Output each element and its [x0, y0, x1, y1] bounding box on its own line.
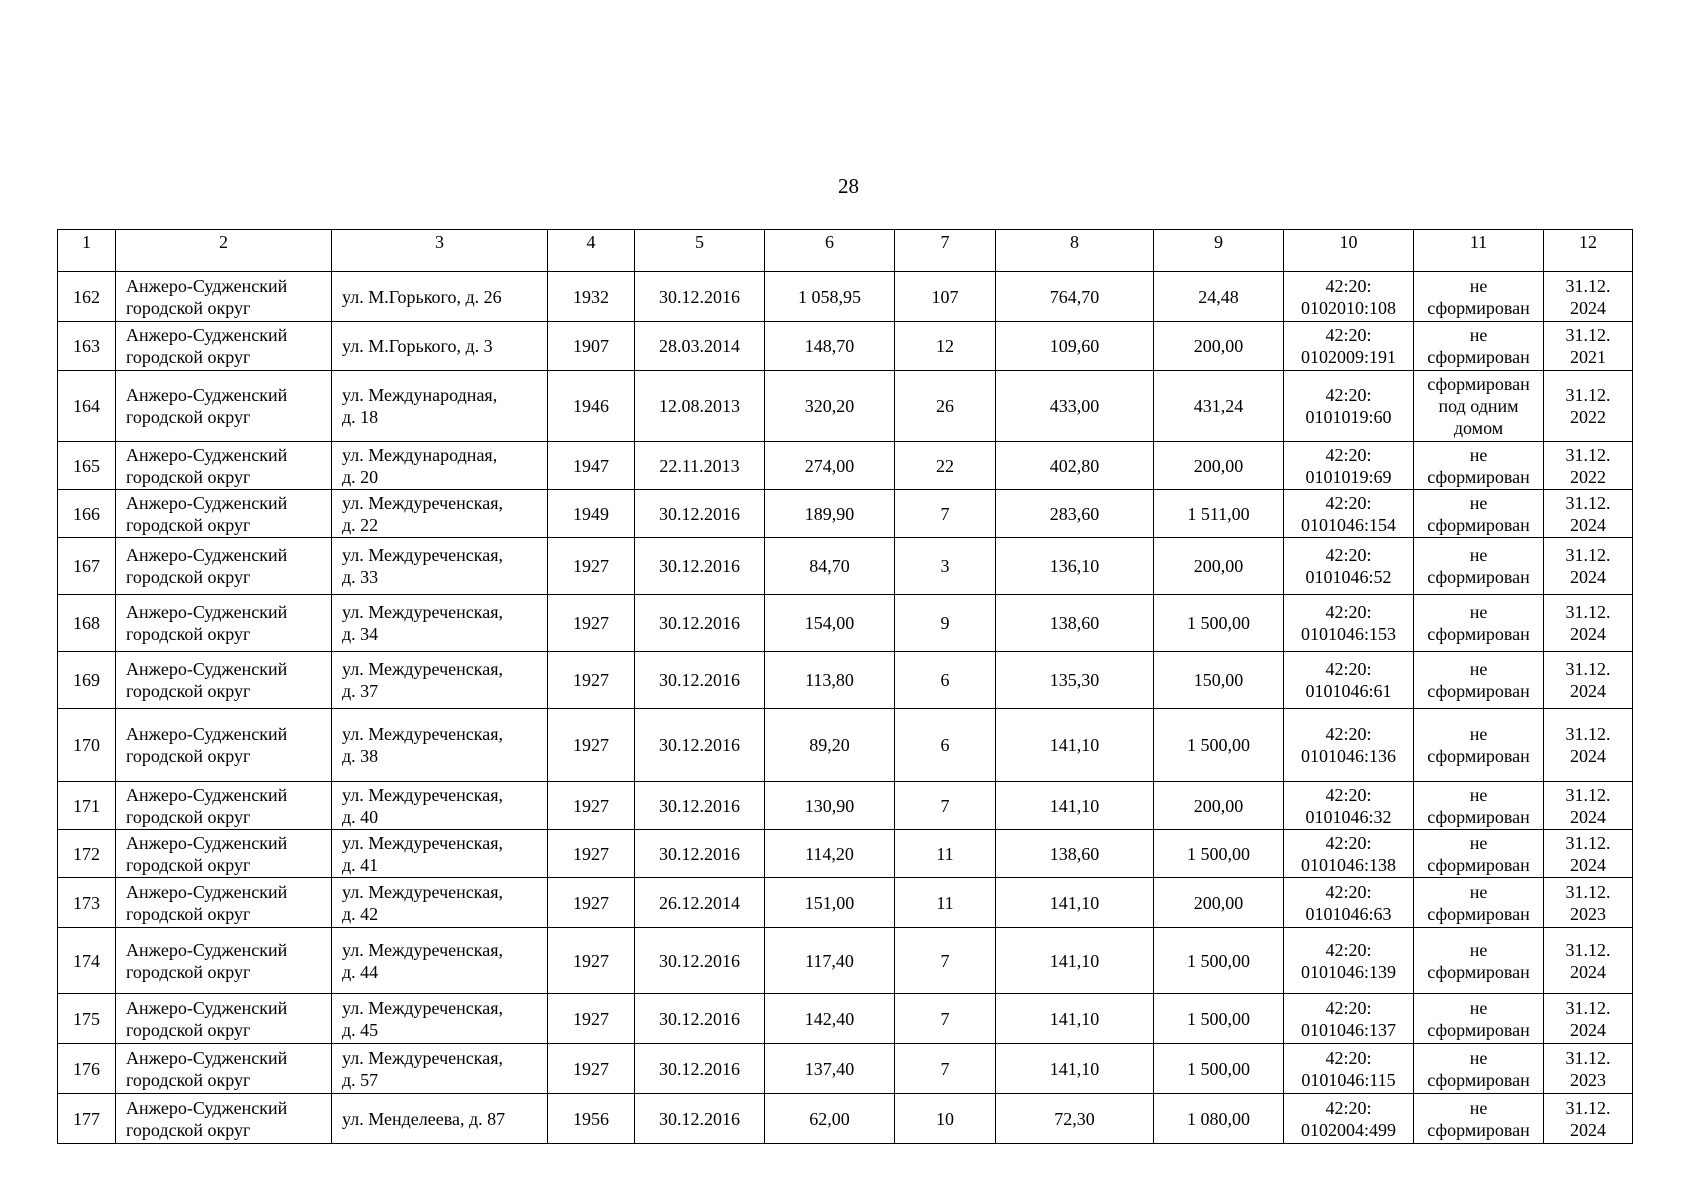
- column-8-cell: 283,60: [996, 490, 1154, 538]
- district-cell: Анжеро-Судженский городской округ: [116, 878, 332, 928]
- area-cell: 62,00: [765, 1094, 895, 1144]
- cadastral-number-cell: 42:20: 0102004:499: [1284, 1094, 1414, 1144]
- column-8-cell: 141,10: [996, 1044, 1154, 1094]
- area-cell: 148,70: [765, 322, 895, 371]
- row-number: 164: [58, 371, 116, 442]
- row-number: 165: [58, 442, 116, 490]
- address-cell: ул. Междуреченская, д. 38: [332, 709, 548, 782]
- status-cell: не сформирован: [1414, 442, 1544, 490]
- status-cell: не сформирован: [1414, 322, 1544, 371]
- district-cell: Анжеро-Судженский городской округ: [116, 442, 332, 490]
- deadline-cell: 31.12. 2024: [1544, 782, 1633, 830]
- column-9-cell: 24,48: [1154, 272, 1284, 322]
- residents-cell: 11: [895, 830, 996, 878]
- column-header: 6: [765, 230, 895, 272]
- column-9-cell: 1 500,00: [1154, 595, 1284, 652]
- deadline-cell: 31.12. 2024: [1544, 830, 1633, 878]
- column-9-cell: 200,00: [1154, 322, 1284, 371]
- status-cell: не сформирован: [1414, 272, 1544, 322]
- year-cell: 1927: [548, 782, 635, 830]
- deadline-cell: 31.12. 2024: [1544, 272, 1633, 322]
- table-row: [58, 490, 1633, 538]
- district-cell: Анжеро-Судженский городской округ: [116, 709, 332, 782]
- year-cell: 1946: [548, 371, 635, 442]
- column-8-cell: 433,00: [996, 371, 1154, 442]
- row-number: 169: [58, 652, 116, 709]
- area-cell: 151,00: [765, 878, 895, 928]
- column-header: 2: [116, 230, 332, 272]
- date-cell: 30.12.2016: [635, 490, 765, 538]
- housing-registry-table: [57, 229, 1633, 1144]
- table-header: [58, 230, 1633, 272]
- deadline-cell: 31.12. 2023: [1544, 1044, 1633, 1094]
- residents-cell: 6: [895, 652, 996, 709]
- column-9-cell: 1 500,00: [1154, 928, 1284, 994]
- address-cell: ул. Междуреченская, д. 42: [332, 878, 548, 928]
- date-cell: 30.12.2016: [635, 538, 765, 595]
- column-header: 4: [548, 230, 635, 272]
- column-header: 1: [58, 230, 116, 272]
- status-cell: не сформирован: [1414, 652, 1544, 709]
- residents-cell: 22: [895, 442, 996, 490]
- deadline-cell: 31.12. 2024: [1544, 1094, 1633, 1144]
- column-8-cell: 141,10: [996, 878, 1154, 928]
- cadastral-number-cell: 42:20: 0101046:154: [1284, 490, 1414, 538]
- deadline-cell: 31.12. 2023: [1544, 878, 1633, 928]
- table-row: [58, 322, 1633, 371]
- deadline-cell: 31.12. 2024: [1544, 652, 1633, 709]
- column-8-cell: 141,10: [996, 709, 1154, 782]
- cadastral-number-cell: 42:20: 0101046:153: [1284, 595, 1414, 652]
- status-cell: не сформирован: [1414, 595, 1544, 652]
- area-cell: 117,40: [765, 928, 895, 994]
- year-cell: 1927: [548, 1044, 635, 1094]
- date-cell: 30.12.2016: [635, 830, 765, 878]
- row-number: 174: [58, 928, 116, 994]
- cadastral-number-cell: 42:20: 0101046:139: [1284, 928, 1414, 994]
- district-cell: Анжеро-Судженский городской округ: [116, 830, 332, 878]
- row-number: 175: [58, 994, 116, 1044]
- row-number: 167: [58, 538, 116, 595]
- address-cell: ул. Междуреченская, д. 40: [332, 782, 548, 830]
- column-9-cell: 1 080,00: [1154, 1094, 1284, 1144]
- column-8-cell: 138,60: [996, 830, 1154, 878]
- table-row: [58, 371, 1633, 442]
- residents-cell: 107: [895, 272, 996, 322]
- table-row: [58, 272, 1633, 322]
- column-9-cell: 1 500,00: [1154, 1044, 1284, 1094]
- address-cell: ул. М.Горького, д. 26: [332, 272, 548, 322]
- column-9-cell: 200,00: [1154, 538, 1284, 595]
- table-row: [58, 538, 1633, 595]
- year-cell: 1927: [548, 994, 635, 1044]
- table-row: [58, 595, 1633, 652]
- year-cell: 1956: [548, 1094, 635, 1144]
- date-cell: 22.11.2013: [635, 442, 765, 490]
- district-cell: Анжеро-Судженский городской округ: [116, 371, 332, 442]
- table-row: [58, 652, 1633, 709]
- district-cell: Анжеро-Судженский городской округ: [116, 1094, 332, 1144]
- row-number: 166: [58, 490, 116, 538]
- table-row: [58, 994, 1633, 1044]
- year-cell: 1949: [548, 490, 635, 538]
- row-number: 176: [58, 1044, 116, 1094]
- column-header: 10: [1284, 230, 1414, 272]
- residents-cell: 3: [895, 538, 996, 595]
- address-cell: ул. Междуреченская, д. 44: [332, 928, 548, 994]
- status-cell: не сформирован: [1414, 1044, 1544, 1094]
- area-cell: 130,90: [765, 782, 895, 830]
- area-cell: 154,00: [765, 595, 895, 652]
- column-9-cell: 1 500,00: [1154, 709, 1284, 782]
- column-9-cell: 431,24: [1154, 371, 1284, 442]
- address-cell: ул. Менделеева, д. 87: [332, 1094, 548, 1144]
- area-cell: 274,00: [765, 442, 895, 490]
- row-number: 162: [58, 272, 116, 322]
- district-cell: Анжеро-Судженский городской округ: [116, 595, 332, 652]
- status-cell: не сформирован: [1414, 782, 1544, 830]
- row-number: 177: [58, 1094, 116, 1144]
- district-cell: Анжеро-Судженский городской округ: [116, 1044, 332, 1094]
- year-cell: 1927: [548, 878, 635, 928]
- district-cell: Анжеро-Судженский городской округ: [116, 652, 332, 709]
- column-9-cell: 1 500,00: [1154, 830, 1284, 878]
- cadastral-number-cell: 42:20: 0101046:61: [1284, 652, 1414, 709]
- column-9-cell: 200,00: [1154, 782, 1284, 830]
- deadline-cell: 31.12. 2022: [1544, 371, 1633, 442]
- area-cell: 320,20: [765, 371, 895, 442]
- column-9-cell: 1 511,00: [1154, 490, 1284, 538]
- column-header: 5: [635, 230, 765, 272]
- address-cell: ул. Международная, д. 18: [332, 371, 548, 442]
- cadastral-number-cell: 42:20: 0102009:191: [1284, 322, 1414, 371]
- district-cell: Анжеро-Судженский городской округ: [116, 490, 332, 538]
- district-cell: Анжеро-Судженский городской округ: [116, 322, 332, 371]
- area-cell: 114,20: [765, 830, 895, 878]
- header-row: [58, 230, 1633, 272]
- residents-cell: 7: [895, 994, 996, 1044]
- table-row: [58, 830, 1633, 878]
- cadastral-number-cell: 42:20: 0101046:115: [1284, 1044, 1414, 1094]
- date-cell: 30.12.2016: [635, 928, 765, 994]
- table-row: [58, 442, 1633, 490]
- year-cell: 1927: [548, 928, 635, 994]
- column-8-cell: 141,10: [996, 928, 1154, 994]
- residents-cell: 11: [895, 878, 996, 928]
- cadastral-number-cell: 42:20: 0101019:60: [1284, 371, 1414, 442]
- table-body: [58, 272, 1633, 1144]
- address-cell: ул. Междуреченская, д. 22: [332, 490, 548, 538]
- date-cell: 30.12.2016: [635, 1094, 765, 1144]
- address-cell: ул. Междуреченская, д. 33: [332, 538, 548, 595]
- address-cell: ул. Междуреченская, д. 57: [332, 1044, 548, 1094]
- year-cell: 1927: [548, 709, 635, 782]
- district-cell: Анжеро-Судженский городской округ: [116, 782, 332, 830]
- table-row: [58, 878, 1633, 928]
- date-cell: 12.08.2013: [635, 371, 765, 442]
- table-row: [58, 782, 1633, 830]
- date-cell: 30.12.2016: [635, 652, 765, 709]
- row-number: 163: [58, 322, 116, 371]
- row-number: 168: [58, 595, 116, 652]
- year-cell: 1947: [548, 442, 635, 490]
- deadline-cell: 31.12. 2022: [1544, 442, 1633, 490]
- column-header: 8: [996, 230, 1154, 272]
- table-row: [58, 1044, 1633, 1094]
- address-cell: ул. Междуреченская, д. 41: [332, 830, 548, 878]
- column-9-cell: 200,00: [1154, 442, 1284, 490]
- column-header: 3: [332, 230, 548, 272]
- address-cell: ул. Международная, д. 20: [332, 442, 548, 490]
- column-8-cell: 135,30: [996, 652, 1154, 709]
- district-cell: Анжеро-Судженский городской округ: [116, 538, 332, 595]
- column-9-cell: 150,00: [1154, 652, 1284, 709]
- status-cell: не сформирован: [1414, 830, 1544, 878]
- deadline-cell: 31.12. 2024: [1544, 538, 1633, 595]
- residents-cell: 7: [895, 490, 996, 538]
- cadastral-number-cell: 42:20: 0102010:108: [1284, 272, 1414, 322]
- residents-cell: 10: [895, 1094, 996, 1144]
- district-cell: Анжеро-Судженский городской округ: [116, 994, 332, 1044]
- area-cell: 84,70: [765, 538, 895, 595]
- residents-cell: 6: [895, 709, 996, 782]
- date-cell: 30.12.2016: [635, 709, 765, 782]
- status-cell: не сформирован: [1414, 709, 1544, 782]
- date-cell: 30.12.2016: [635, 1044, 765, 1094]
- status-cell: не сформирован: [1414, 490, 1544, 538]
- column-9-cell: 200,00: [1154, 878, 1284, 928]
- row-number: 171: [58, 782, 116, 830]
- residents-cell: 7: [895, 1044, 996, 1094]
- table-row: [58, 1094, 1633, 1144]
- address-cell: ул. Междуреченская, д. 34: [332, 595, 548, 652]
- table-row: [58, 928, 1633, 994]
- row-number: 173: [58, 878, 116, 928]
- area-cell: 113,80: [765, 652, 895, 709]
- cadastral-number-cell: 42:20: 0101046:136: [1284, 709, 1414, 782]
- district-cell: Анжеро-Судженский городской округ: [116, 272, 332, 322]
- table-row: [58, 709, 1633, 782]
- district-cell: Анжеро-Судженский городской округ: [116, 928, 332, 994]
- column-8-cell: 141,10: [996, 994, 1154, 1044]
- status-cell: не сформирован: [1414, 538, 1544, 595]
- column-8-cell: 402,80: [996, 442, 1154, 490]
- year-cell: 1927: [548, 652, 635, 709]
- row-number: 172: [58, 830, 116, 878]
- page-number: 28: [838, 174, 859, 198]
- date-cell: 30.12.2016: [635, 595, 765, 652]
- cadastral-number-cell: 42:20: 0101046:138: [1284, 830, 1414, 878]
- status-cell: не сформирован: [1414, 1094, 1544, 1144]
- cadastral-number-cell: 42:20: 0101019:69: [1284, 442, 1414, 490]
- address-cell: ул. М.Горького, д. 3: [332, 322, 548, 371]
- deadline-cell: 31.12. 2021: [1544, 322, 1633, 371]
- area-cell: 189,90: [765, 490, 895, 538]
- status-cell: не сформирован: [1414, 994, 1544, 1044]
- column-8-cell: 136,10: [996, 538, 1154, 595]
- deadline-cell: 31.12. 2024: [1544, 490, 1633, 538]
- deadline-cell: 31.12. 2024: [1544, 595, 1633, 652]
- deadline-cell: 31.12. 2024: [1544, 709, 1633, 782]
- date-cell: 30.12.2016: [635, 994, 765, 1044]
- address-cell: ул. Междуреченская, д. 37: [332, 652, 548, 709]
- cadastral-number-cell: 42:20: 0101046:137: [1284, 994, 1414, 1044]
- date-cell: 28.03.2014: [635, 322, 765, 371]
- residents-cell: 7: [895, 782, 996, 830]
- cadastral-number-cell: 42:20: 0101046:63: [1284, 878, 1414, 928]
- cadastral-number-cell: 42:20: 0101046:32: [1284, 782, 1414, 830]
- residents-cell: 7: [895, 928, 996, 994]
- year-cell: 1907: [548, 322, 635, 371]
- column-header: 11: [1414, 230, 1544, 272]
- area-cell: 89,20: [765, 709, 895, 782]
- column-8-cell: 109,60: [996, 322, 1154, 371]
- year-cell: 1927: [548, 595, 635, 652]
- date-cell: 30.12.2016: [635, 272, 765, 322]
- column-9-cell: 1 500,00: [1154, 994, 1284, 1044]
- year-cell: 1927: [548, 538, 635, 595]
- column-8-cell: 138,60: [996, 595, 1154, 652]
- column-8-cell: 72,30: [996, 1094, 1154, 1144]
- residents-cell: 12: [895, 322, 996, 371]
- status-cell: сформирован под одним домом: [1414, 371, 1544, 442]
- deadline-cell: 31.12. 2024: [1544, 928, 1633, 994]
- residents-cell: 9: [895, 595, 996, 652]
- year-cell: 1927: [548, 830, 635, 878]
- cadastral-number-cell: 42:20: 0101046:52: [1284, 538, 1414, 595]
- residents-cell: 26: [895, 371, 996, 442]
- address-cell: ул. Междуреченская, д. 45: [332, 994, 548, 1044]
- area-cell: 137,40: [765, 1044, 895, 1094]
- row-number: 170: [58, 709, 116, 782]
- column-8-cell: 764,70: [996, 272, 1154, 322]
- column-header: 12: [1544, 230, 1633, 272]
- area-cell: 1 058,95: [765, 272, 895, 322]
- year-cell: 1932: [548, 272, 635, 322]
- column-8-cell: 141,10: [996, 782, 1154, 830]
- area-cell: 142,40: [765, 994, 895, 1044]
- column-header: 9: [1154, 230, 1284, 272]
- status-cell: не сформирован: [1414, 928, 1544, 994]
- column-header: 7: [895, 230, 996, 272]
- status-cell: не сформирован: [1414, 878, 1544, 928]
- date-cell: 30.12.2016: [635, 782, 765, 830]
- date-cell: 26.12.2014: [635, 878, 765, 928]
- deadline-cell: 31.12. 2024: [1544, 994, 1633, 1044]
